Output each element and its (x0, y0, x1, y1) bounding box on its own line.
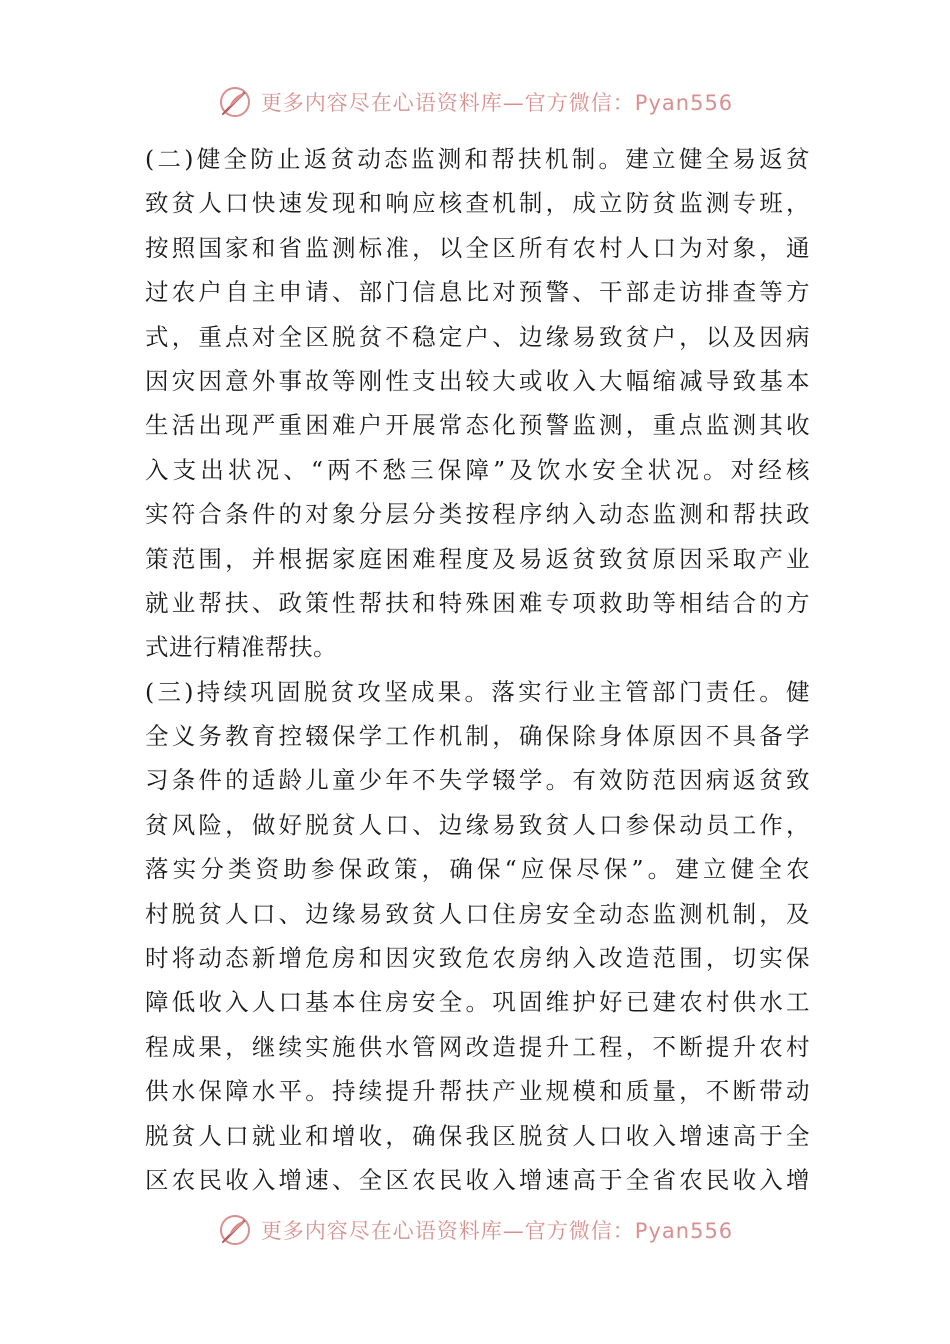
text-line: 因灾因意外事故等刚性支出较大或收入大幅缩减导致基本 (145, 366, 810, 395)
text-line: 贫风险，做好脱贫人口、边缘易致贫人口参保动员工作， (145, 810, 810, 839)
text-line: (三)持续巩固脱贫攻坚成果。落实行业主管部门责任。健 (145, 677, 810, 706)
watermark-header (0, 80, 950, 124)
text-line: 就业帮扶、政策性帮扶和特殊困难专项救助等相结合的方 (145, 588, 810, 617)
text-line: 习条件的适龄儿童少年不失学辍学。有效防范因病返贫致 (145, 766, 810, 795)
watermark-text: 更多内容尽在心语资料库—官方微信：Pyan556 (260, 1219, 734, 1243)
text-line: 式进行精准帮扶。 (145, 633, 337, 662)
text-line: 致贫人口快速发现和响应核查机制，成立防贫监测专班， (145, 189, 810, 218)
text-line: 过农户自主申请、部门信息比对预警、干部走访排查等方 (145, 278, 810, 307)
text-line: 按照国家和省监测标准，以全区所有农村人口为对象，通 (145, 233, 810, 262)
text-line: 区农民收入增速、全区农民收入增速高于全省农民收入增 (145, 1165, 810, 1194)
text-line: 全义务教育控辍保学工作机制，确保除身体原因不具备学 (145, 722, 810, 751)
text-line: 时将动态新增危房和因灾致危农房纳入改造范围，切实保 (145, 944, 810, 973)
text-line: 入支出状况、“两不愁三保障”及饮水安全状况。对经核 (145, 455, 810, 484)
quill-logo-icon (217, 1212, 253, 1248)
text-line: 障低收入人口基本住房安全。巩固维护好已建农村供水工 (145, 988, 810, 1017)
text-line: 实符合条件的对象分层分类按程序纳入动态监测和帮扶政 (145, 500, 810, 529)
watermark-footer (0, 1208, 950, 1252)
text-line: 落实分类资助参保政策，确保“应保尽保”。建立健全农 (145, 855, 810, 884)
text-line: 生活出现严重困难户开展常态化预警监测，重点监测其收 (145, 411, 810, 440)
text-line: 式，重点对全区脱贫不稳定户、边缘易致贫户，以及因病 (145, 322, 810, 351)
text-line: 脱贫人口就业和增收，确保我区脱贫人口收入增速高于全 (145, 1121, 810, 1150)
text-line: 供水保障水平。持续提升帮扶产业规模和质量，不断带动 (145, 1077, 810, 1106)
watermark-text: 更多内容尽在心语资料库—官方微信：Pyan556 (260, 91, 734, 115)
text-line: 程成果，继续实施供水管网改造提升工程，不断提升农村 (145, 1032, 810, 1061)
text-line: 村脱贫人口、边缘易致贫人口住房安全动态监测机制，及 (145, 899, 810, 928)
text-line: 策范围，并根据家庭困难程度及易返贫致贫原因采取产业 (145, 544, 810, 573)
text-line: (二)健全防止返贫动态监测和帮扶机制。建立健全易返贫 (145, 145, 810, 173)
document-body (145, 137, 810, 1202)
quill-logo-icon (217, 84, 253, 120)
